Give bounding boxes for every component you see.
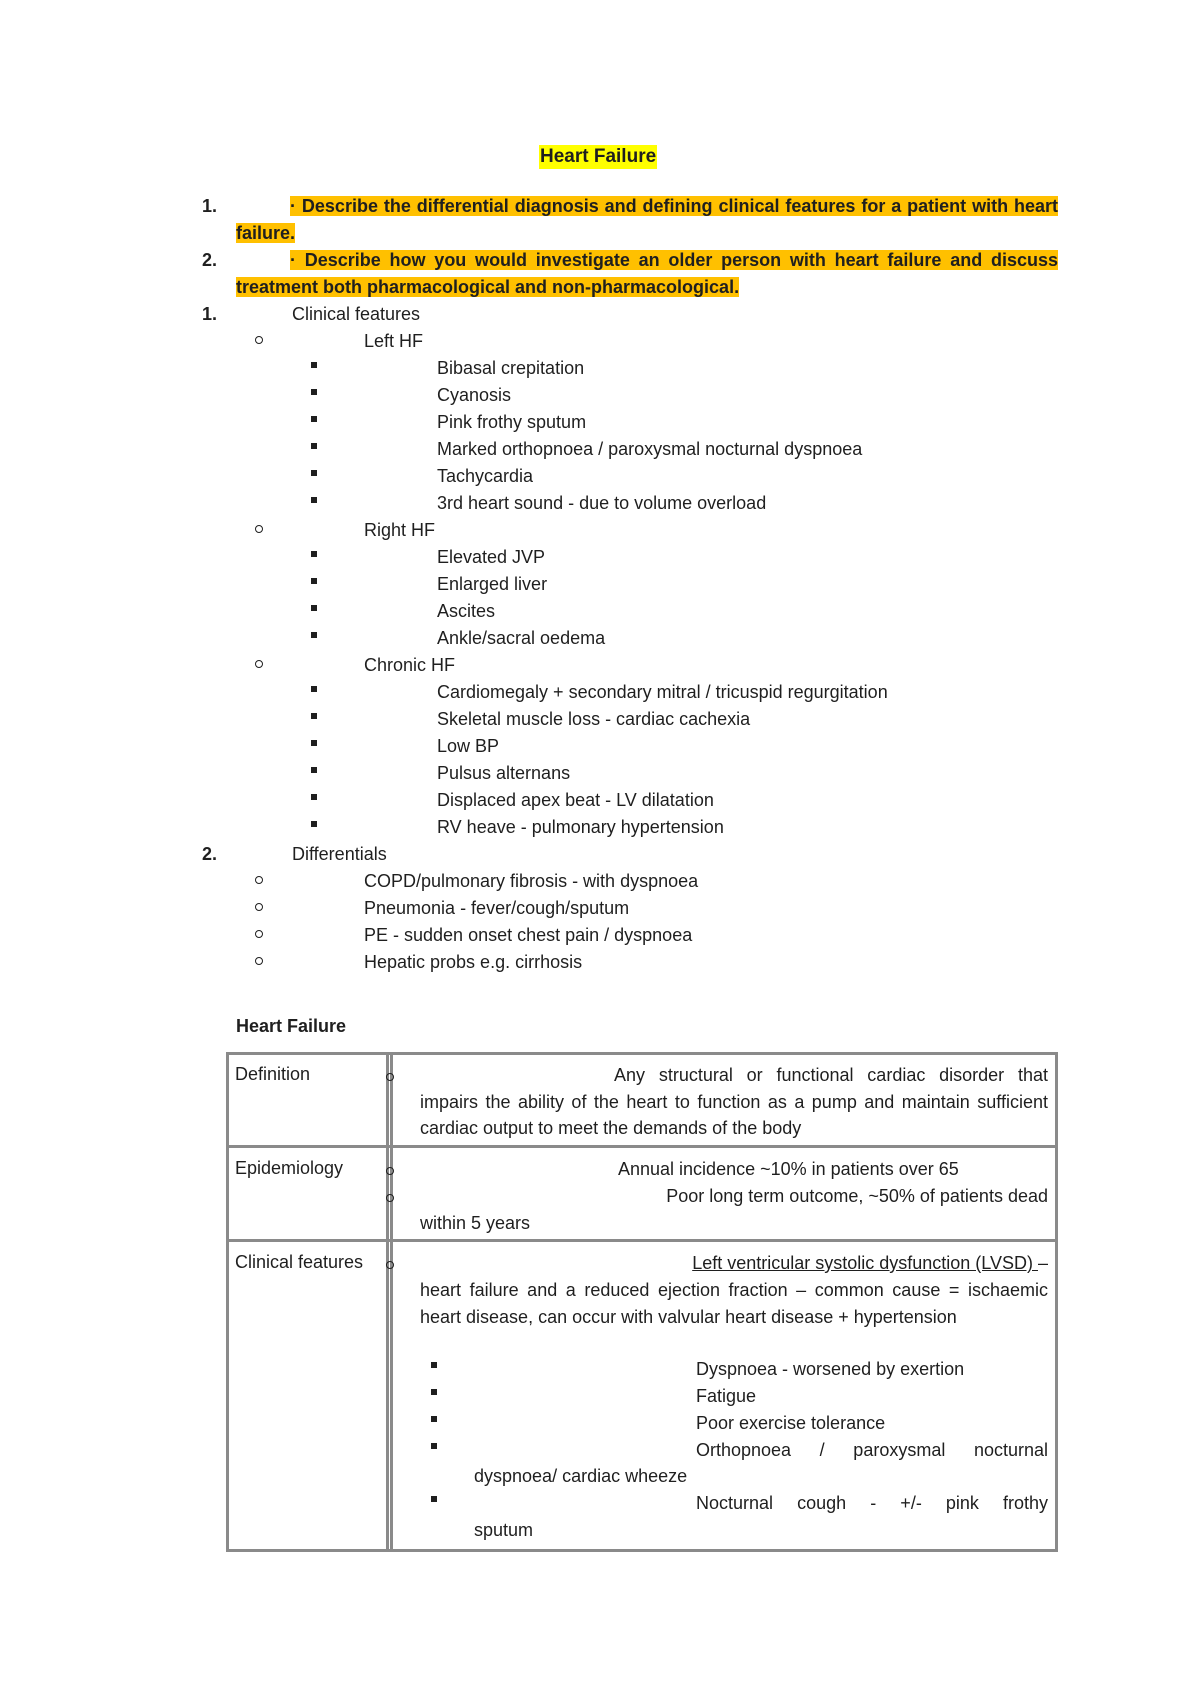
square-bullet-icon [431, 1496, 437, 1502]
right-hf-item: Enlarged liver [437, 574, 548, 594]
table-row-divider [226, 1145, 1058, 1148]
definition-label: Definition [235, 1064, 311, 1084]
outline-clinical-features: Clinical features [292, 304, 421, 324]
epidemiology-item: Annual incidence ~10% in patients over 65 [618, 1159, 959, 1179]
lvsd-heading-text: Left ventricular systolic dysfunction (LVSD) [692, 1253, 1038, 1273]
objective-number-2: 2. [202, 250, 218, 270]
outline-number-2: 2. [202, 844, 218, 864]
square-bullet-icon [431, 1416, 437, 1422]
section-title: Heart Failure [236, 1016, 347, 1036]
circle-bullet-icon [255, 957, 263, 965]
chronic-hf-label: Chronic HF [364, 655, 456, 675]
differential-item: PE - sudden onset chest pain / dyspnoea [364, 925, 693, 945]
differential-item: Hepatic probs e.g. cirrhosis [364, 952, 583, 972]
circle-bullet-icon [386, 1167, 394, 1175]
table-row-divider [226, 1239, 1058, 1242]
lvsd-symptom: Dyspnoea - worsened by exertion [696, 1359, 965, 1379]
square-bullet-icon [311, 821, 317, 827]
circle-bullet-icon [255, 525, 263, 533]
square-bullet-icon [431, 1443, 437, 1449]
epidemiology-item: Poor long term outcome, ~50% of patients dead [666, 1186, 1048, 1206]
right-hf-label: Right HF [364, 520, 436, 540]
chronic-hf-item: Displaced apex beat - LV dilatation [437, 790, 714, 810]
square-bullet-icon [311, 551, 317, 557]
square-bullet-icon [311, 794, 317, 800]
lvsd-heading [614, 1250, 1048, 1276]
lvsd-symptom: Poor exercise tolerance [696, 1413, 886, 1433]
square-bullet-icon [311, 578, 317, 584]
chronic-hf-item: Cardiomegaly + secondary mitral / tricuspid regurgitation [437, 682, 888, 702]
circle-bullet-icon [255, 336, 263, 344]
lvsd-symptom-continued: sputum [474, 1520, 534, 1540]
square-bullet-icon [311, 740, 317, 746]
lvsd-description: heart failure and a reduced ejection fraction – common cause = ischaemic heart disease, can occur with valvular heart disease + hypertension [420, 1280, 1048, 1327]
square-bullet-icon [311, 632, 317, 638]
chronic-hf-item: Pulsus alternans [437, 763, 571, 783]
square-bullet-icon [311, 443, 317, 449]
objective-number-1: 1. [202, 196, 218, 216]
objective-1 [236, 193, 1058, 247]
right-hf-item: Ankle/sacral oedema [437, 628, 606, 648]
chronic-hf-item: Low BP [437, 736, 500, 756]
chronic-hf-item: RV heave - pulmonary hypertension [437, 817, 724, 837]
left-hf-item: Marked orthopnoea / paroxysmal nocturnal dyspnoea [437, 439, 863, 459]
chronic-hf-item: Skeletal muscle loss - cardiac cachexia [437, 709, 751, 729]
circle-bullet-icon [386, 1073, 394, 1081]
circle-bullet-icon [255, 930, 263, 938]
lvsd-heading-dash: – [1037, 1253, 1048, 1273]
square-bullet-icon [311, 389, 317, 395]
circle-bullet-icon [255, 660, 263, 668]
objective-2-text: · Describe how you would investigate an older person with heart failure and discuss treatment both pharmacological and non-pharmacological. [236, 250, 1058, 297]
circle-bullet-icon [255, 903, 263, 911]
square-bullet-icon [311, 497, 317, 503]
circle-bullet-icon [255, 876, 263, 884]
lvsd-symptom: Fatigue [696, 1386, 757, 1406]
square-bullet-icon [311, 470, 317, 476]
differential-item: COPD/pulmonary fibrosis - with dyspnoea [364, 871, 699, 891]
table-column-divider [386, 1052, 389, 1552]
outline-number-1: 1. [202, 304, 218, 324]
differential-item: Pneumonia - fever/cough/sputum [364, 898, 630, 918]
square-bullet-icon [311, 686, 317, 692]
left-hf-item: 3rd heart sound - due to volume overload [437, 493, 767, 513]
objective-2 [236, 247, 1058, 301]
clinical-features-label: Clinical features [235, 1252, 364, 1272]
square-bullet-icon [311, 713, 317, 719]
square-bullet-icon [311, 362, 317, 368]
table-column-divider [390, 1052, 393, 1552]
epidemiology-label: Epidemiology [235, 1158, 344, 1178]
square-bullet-icon [431, 1389, 437, 1395]
right-hf-item: Elevated JVP [437, 547, 546, 567]
epidemiology-item-continued: within 5 years [420, 1213, 531, 1233]
objective-1-text: · Describe the differential diagnosis and defining clinical features for a patient with heart failure. [236, 196, 1058, 243]
circle-bullet-icon [386, 1261, 394, 1269]
outline-differentials: Differentials [292, 844, 387, 864]
left-hf-item: Tachycardia [437, 466, 534, 486]
left-hf-item: Cyanosis [437, 385, 512, 405]
lvsd-symptom-continued: dyspnoea/ cardiac wheeze [474, 1466, 688, 1486]
left-hf-label: Left HF [364, 331, 424, 351]
page-title: Heart Failure [540, 146, 657, 167]
definition-text: Any structural or functional cardiac disorder that impairs the ability of the heart to function as a pump and maintain sufficient cardiac output to meet the demands of the body [420, 1065, 1048, 1138]
left-hf-item: Pink frothy sputum [437, 412, 587, 432]
left-hf-item: Bibasal crepitation [437, 358, 585, 378]
lvsd-symptom: Nocturnal cough - +/- pink frothy [696, 1493, 1048, 1513]
right-hf-item: Ascites [437, 601, 496, 621]
square-bullet-icon [311, 605, 317, 611]
square-bullet-icon [311, 767, 317, 773]
circle-bullet-icon [386, 1194, 394, 1202]
square-bullet-icon [311, 416, 317, 422]
square-bullet-icon [431, 1362, 437, 1368]
lvsd-symptom: Orthopnoea / paroxysmal nocturnal [696, 1440, 1048, 1460]
